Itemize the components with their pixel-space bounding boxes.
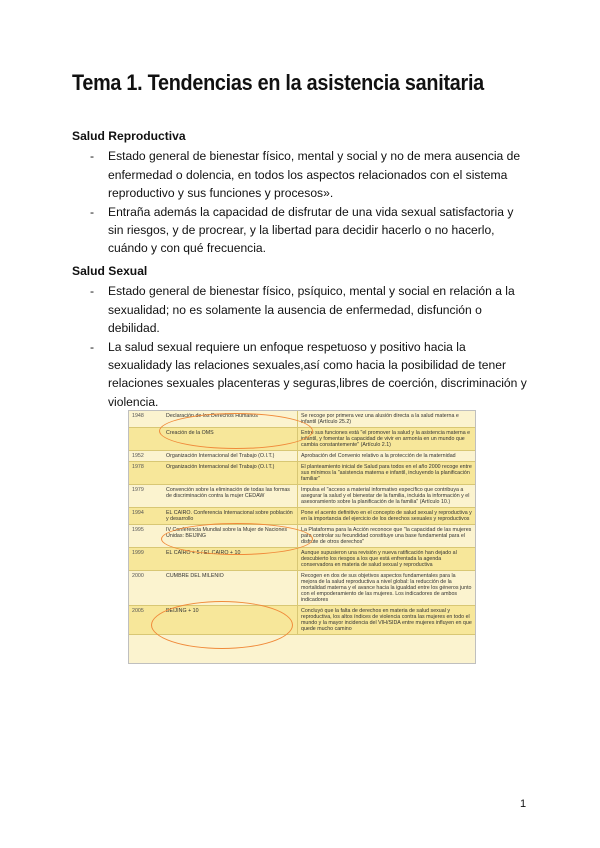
table-cell-event: CUMBRE DEL MILENIO bbox=[163, 571, 298, 606]
page-title: Tema 1. Tendencias en la asistencia sanitaria bbox=[72, 70, 484, 95]
page-number: 1 bbox=[520, 798, 527, 810]
table-cell-event: EL CAIRO. Conferencia Internacional sobre población y desarrollo bbox=[163, 508, 298, 525]
table-cell-year: 1994 bbox=[129, 508, 163, 525]
table-cell-description: La Plataforma para la Acción reconoce que "la capacidad de las mujeres para controlar su fecundidad constituye una base fundamental para el disfrute de otros derechos" bbox=[298, 525, 476, 548]
table-cell-event: EL CAIRO + 5 / EL CAIRO + 10 bbox=[163, 548, 298, 571]
history-table-image bbox=[128, 410, 476, 664]
table-cell-event: BEIJING + 10 bbox=[163, 606, 298, 635]
table-row bbox=[129, 451, 475, 462]
highlight-oval bbox=[159, 413, 313, 449]
table-cell-year: 1979 bbox=[129, 485, 163, 508]
table-cell-description: El planteamiento inicial de Salud para todos en el año 2000 recoge entre sus mínimos la "asistencia materna e infantil, incluyendo la planificación familiar" bbox=[298, 462, 476, 485]
list-item: - Estado general de bienestar físico, mental y social y no de mera ausencia de enfermedad o dolencia, en todos los aspectos relacionados con el sistema reproductivo y sus funciones y procesos». bbox=[72, 147, 532, 202]
table-cell-year: 1952 bbox=[129, 451, 163, 462]
table-cell-event: Organización Internacional del Trabajo (O.I.T.) bbox=[163, 451, 298, 462]
table-cell-year: 2005 bbox=[129, 606, 163, 635]
table-cell-year: 1948 bbox=[129, 411, 163, 428]
table-cell-year: 1978 bbox=[129, 462, 163, 485]
table-cell-event: Convención sobre la eliminación de todas las formas de discriminación contra la mujer CEDAW bbox=[163, 485, 298, 508]
table-cell-description: Impulsa el "acceso a material informativo específico que contribuya a asegurar la salud y el bienestar de la familia, incluida la información y el asesoramiento sobre la planificación de la familia" (Artículo 10.) bbox=[298, 485, 476, 508]
section-salud-reproductiva bbox=[72, 127, 532, 258]
table-cell-event: IV Conferencia Mundial sobre la Mujer de Naciones Unidas: BEIJING bbox=[163, 525, 298, 548]
table-row bbox=[129, 485, 475, 508]
table-cell-event: Creación de la OMS bbox=[163, 428, 298, 451]
table-cell-year: 1999 bbox=[129, 548, 163, 571]
highlight-oval bbox=[161, 523, 313, 555]
table-cell-event: Organización Internacional del Trabajo (O.I.T.) bbox=[163, 462, 298, 485]
table-cell-description: Aunque supusieron una revisión y nueva ratificación han dejado al descubierto los riesgos a los que está enfrentada la agenda conservadora en materia de salud sexual y reproductiva bbox=[298, 548, 476, 571]
table-row bbox=[129, 462, 475, 485]
table-cell-event: Declaración de los Derechos Humanos bbox=[163, 411, 298, 428]
list-item: - La salud sexual requiere un enfoque respetuoso y positivo hacia la sexualidady las relaciones sexuales,así como hacia la posibilidad de tener relaciones sexuales placenteras y seguras,libres de coerción, discriminación y violencia. bbox=[72, 338, 532, 412]
bullet-list bbox=[72, 282, 532, 411]
table-cell-description: Pone el acento definitivo en el concepto de salud sexual y reproductiva y en la importancia del ejercicio de los derechos sexuales y reproductivos bbox=[298, 508, 476, 525]
history-table bbox=[129, 411, 475, 635]
table-cell-description: Entre sus funciones está "el promover la salud y la asistencia materna e infantil, y fomentar la capacidad de vivir en armonía en un mundo que cambia constantemente" (Artículo 2.1) bbox=[298, 428, 476, 451]
section-salud-sexual bbox=[72, 262, 532, 411]
table-cell-description: Recogen en dos de sus objetivos aspectos fundamentales para la mejora de la salud reproductiva a nivel global: la reducción de la mortalidad materna y el avance hacia la igualdad entre los géneros junto con el empoderamiento de las mujeres. Los indicadores de ambos indicadores bbox=[298, 571, 476, 606]
highlight-oval bbox=[151, 601, 293, 649]
table-cell-year: 1995 bbox=[129, 525, 163, 548]
list-item: - Estado general de bienestar físico, psíquico, mental y social en relación a la sexualidad; no es solamente la ausencia de enfermedad, disfunción o debilidad. bbox=[72, 282, 532, 337]
bullet-list bbox=[72, 147, 532, 257]
list-item: - Entraña además la capacidad de disfrutar de una vida sexual satisfactoria y sin riesgos, y de procrear, y la libertad para decidir hacerlo o no hacerlo, cuándo y con qué frecuencia. bbox=[72, 203, 532, 258]
section-heading: Salud Sexual bbox=[72, 264, 148, 278]
table-row bbox=[129, 548, 475, 571]
table-cell-year bbox=[129, 428, 163, 451]
table-row bbox=[129, 571, 475, 606]
table-cell-description: Se recoge por primera vez una alusión directa a la salud materna e infantil (Artículo 25.2) bbox=[298, 411, 476, 428]
table-cell-year: 2000 bbox=[129, 571, 163, 606]
section-heading: Salud Reproductiva bbox=[72, 129, 186, 143]
table-row bbox=[129, 508, 475, 525]
table-cell-description: Aprobación del Convenio relativo a la protección de la maternidad bbox=[298, 451, 476, 462]
table-cell-description: Concluyó que la falta de derechos en materia de salud sexual y reproductiva, los altos índices de violencia contra las mujeres en todo el mundo y la mayor incidencia del VIH/SIDA entre mujeres influyen en que quede mucho camino bbox=[298, 606, 476, 635]
